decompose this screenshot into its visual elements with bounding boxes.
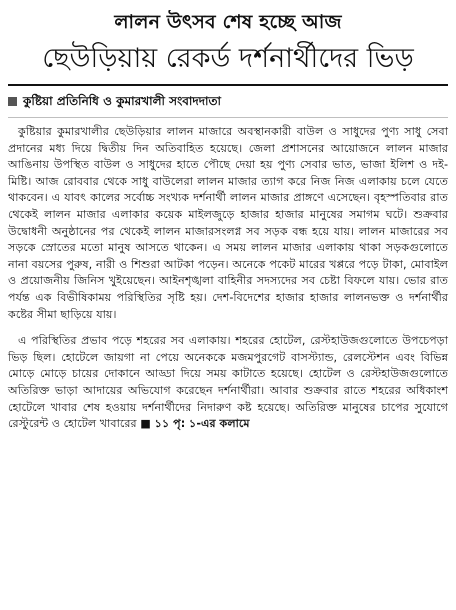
byline-divider <box>8 117 448 118</box>
paragraph-2 <box>8 333 448 433</box>
article-kicker: লালন উৎসব শেষ হচ্ছে আজ <box>114 11 342 33</box>
article-body <box>8 124 448 433</box>
square-bullet-icon <box>8 97 17 106</box>
byline <box>8 92 448 110</box>
article-headline: ছেউড়িয়ায় রেকর্ড দর্শনার্থীদের ভিড় <box>42 43 414 74</box>
headline-rule <box>8 84 448 86</box>
continuation-note: ■ ১১ পৃ: ১-এর কলামে <box>140 417 250 431</box>
paragraph-2-text: এ পরিস্থিতির প্রভাব পড়ে শহরের সব এলাকায়। শহরের হোটেল, রেস্টহাউজগুলোতে উপচেপড়া ভিড় ছিল। হোটেলে জায়গা না পেয়ে অনেককে মজমপুরগেট বাসস্ট্যান্ড, রেলস্টেশন এবং বিভিন্ন মোড়ে মোড়ে চায়ের দোকানে আড্ডা দিয়ে সময় কাটাতে হয়েছে। হোটেল ও রেস্টহাউজগুলোতে অতিরিক্ত ভাড়া আদায়ের অভিযোগ করেছেন দর্শনার্থীরা। আবার শুক্রবার রাতে শহরের অধিকাংশ হোটেলে খাবার শেষ হওয়ায় দর্শনার্থীদের নিদারুণ কষ্ট হয়েছে। অতিরিক্ত মানুষের চাপের সুযোগে রেস্টুরেন্ট ও হোটেল খাবারের <box>8 334 448 431</box>
paragraph-1: কুষ্টিয়ার কুমারখালীর ছেউড়িয়ার লালন মাজারে অবস্থানকারী বাউল ও সাধুদের পুণ্য সাধু সেবা প্রদানের মধ্য দিয়ে দ্বিতীয় দিন অতিবাহিত হয়েছে। জেলা প্রশাসনের আয়োজনে লালন মাজার আঙিনায় উপস্থিত বাউল ও সাধুদের হাতে পৌছে দেয়া হয় পুণ্য সেবার ভাত, ভাজা ইলিশ ও দই-মিষ্টি। আজ রোববার থেকে সাধু বাউলেরা লালন মাজার ত্যাগ করে নিজ নিজ এলাকায় চলে যেতে থাকবেন। এ যাবৎ কালের সর্বোচ্চ সংখ্যক দর্শনার্থী লালন মাজার প্রাঙ্গণে এসেছেন। বৃহস্পতিবার রাত থেকেই লালন মাজার এলাকার কয়েক মাইলজুড়ে হাজার হাজার মানুষের সমাগম ঘটে। শুক্রবার উদ্বোধনী অনুষ্ঠানের পর থেকেই লালন মাজারসংলগ্ন সব সড়ক বন্ধ হয়ে যায়। লালন মাজারের সব সড়কে স্রোতের মতো মানুষ আসতে থাকেন। এ সময় লালন মাজার এলাকায় থাকা সড়কগুলোতে নানা বয়সের পুরুষ, নারী ও শিশুরা আটকা পড়েন। অনেকে পকেট মারের খপ্পরে পড়ে টাকা, মোবাইল ও প্রয়োজনীয় জিনিস খুইয়েছেন। আইনশৃঙ্খলা বাহিনীর সদস্যদের সব চেষ্টা বিফলে যায়। ভোর রাত পর্যন্ত এক বিভীষিকাময় পরিস্থিতির সৃষ্টি হয়। দেশ-বিদেশের হাজার হাজার লালনভক্ত ও দর্শনার্থীর কষ্টের সীমা ছাড়িয়ে যায়। <box>8 125 448 321</box>
byline-text: কুষ্টিয়া প্রতিনিধি ও কুমারখালী সংবাদদাতা <box>23 94 221 108</box>
